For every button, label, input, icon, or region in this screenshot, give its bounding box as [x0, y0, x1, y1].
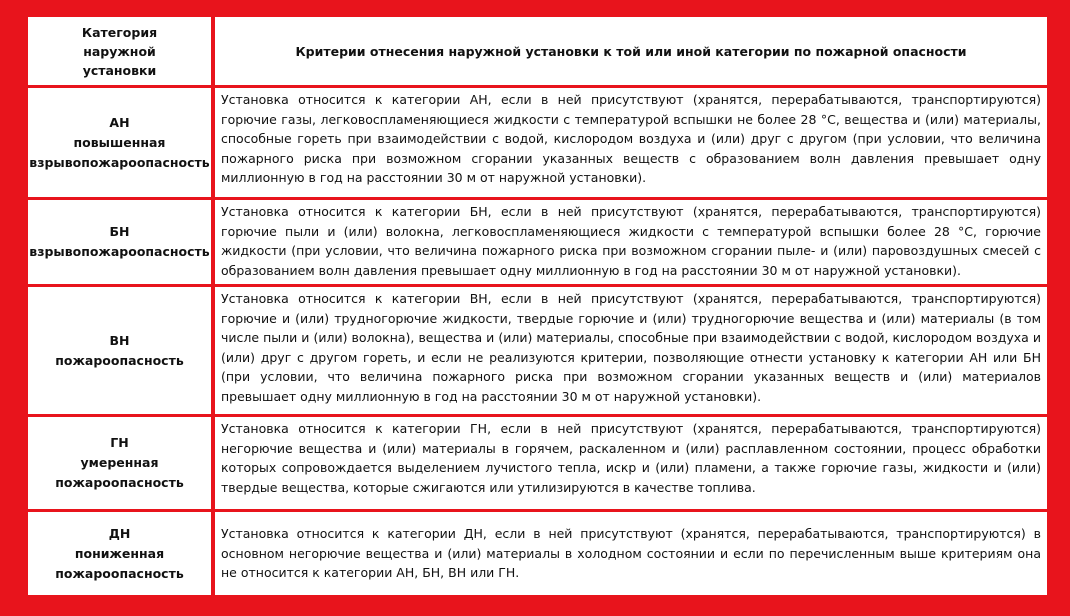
category-line: умеренная [80, 455, 159, 470]
category-code: ДН [108, 525, 131, 541]
category-cell-dn [28, 512, 211, 595]
criteria-cell-dn [215, 512, 1047, 595]
category-cell-bn [28, 200, 211, 284]
header-criteria-cell [215, 17, 1047, 85]
category-code: ВН [109, 332, 130, 348]
fire-category-table [28, 17, 1047, 600]
category-cell-gn [28, 417, 211, 509]
category-line: взрывопожароопасность [29, 154, 210, 170]
criteria-cell-gn: Установка относится к категории ГН, если в ней присутствуют (хранятся, перерабатываются, транспортируются) негорючие вещества и (или) материалы в горячем, раскаленном и (или) расплавленном состоянии, процесс обработки которых сопровождается выделением лучистого тепла, искр и (или) пламени, а также горючие газы, жидкости и (или) твердые вещества, которые сжигаются или утилизируются в качестве топлива. [215, 417, 1047, 509]
category-line: пожароопасность [55, 352, 184, 368]
category-line: взрывопожароопасность [29, 244, 210, 259]
category-line: пониженная [74, 545, 165, 561]
criteria-cell-an: Установка относится к категории АН, если в ней присутствуют (хранятся, перерабатываются, транспортируются) горючие газы, легковоспламеняющиеся жидкости с температурой вспышки не более 28 °С, вещества и (или) материалы, способные гореть при взаимодействии с водой, кислородом воздуха и (или) друг с другом (при условии, что величина пожарного риска при возможном сгорании указанных веществ с образованием волн давления превышает одну миллионную в год на расстоянии 30 м от наружной установки). [215, 88, 1047, 197]
header-criteria-label: Критерии отнесения наружной установки к той или иной категории по пожарной опасности [295, 43, 967, 59]
header-category-cell [28, 17, 211, 85]
category-code: ГН [110, 435, 129, 450]
category-cell-vn [28, 287, 211, 414]
category-line: повышенная [73, 134, 166, 150]
criteria-cell-bn: Установка относится к категории БН, если в ней присутствуют (хранятся, перерабатываются, транспортируются) горючие пыли и (или) волокна, легковоспламеняющиеся жидкости с температурой вспышки более 28 °С, горючие жидкости (при условии, что величина пожарного риска при возможном сгорании пыле- и (или) паровоздушных смесей с образованием волн давления превышает одну миллионную в год на расстоянии 30 м от наружной установки). [215, 200, 1047, 284]
category-code: БН [109, 224, 130, 239]
criteria-cell-vn: Установка относится к категории ВН, если в ней присутствуют (хранятся, перерабатываются, транспортируются) горючие и (или) трудногорючие жидкости, твердые горючие и (или) трудногорючие вещества и (или) материалы (в том числе пыли и (или) волокна), вещества и (или) материалы, способные при взаимодействии с водой, кислородом воздуха и (или) друг с другом гореть, и если не реализуются критерии, позволяющие отнести установку к категории АН или БН (при условии, что величина пожарного риска при возможном сгорании указанных веществ и (или) материалов превышает одну миллионную в год на расстоянии 30 м от наружной установки). [215, 287, 1047, 414]
header-category-label: Категория наружной установки [81, 24, 158, 78]
category-cell-an [28, 88, 211, 197]
category-line: пожароопасность [55, 565, 184, 581]
category-line: пожароопасность [55, 475, 184, 490]
criteria-text: Установка относится к категории ДН, если в ней присутствуют (хранятся, перерабатываются, транспортируются) в основном негорючие вещества и (или) материалы в холодном состоянии и если по перечисленным выше критериям она не относится к категории АН, БН, ВН или ГН. [221, 526, 1041, 581]
category-code: АН [109, 114, 130, 130]
